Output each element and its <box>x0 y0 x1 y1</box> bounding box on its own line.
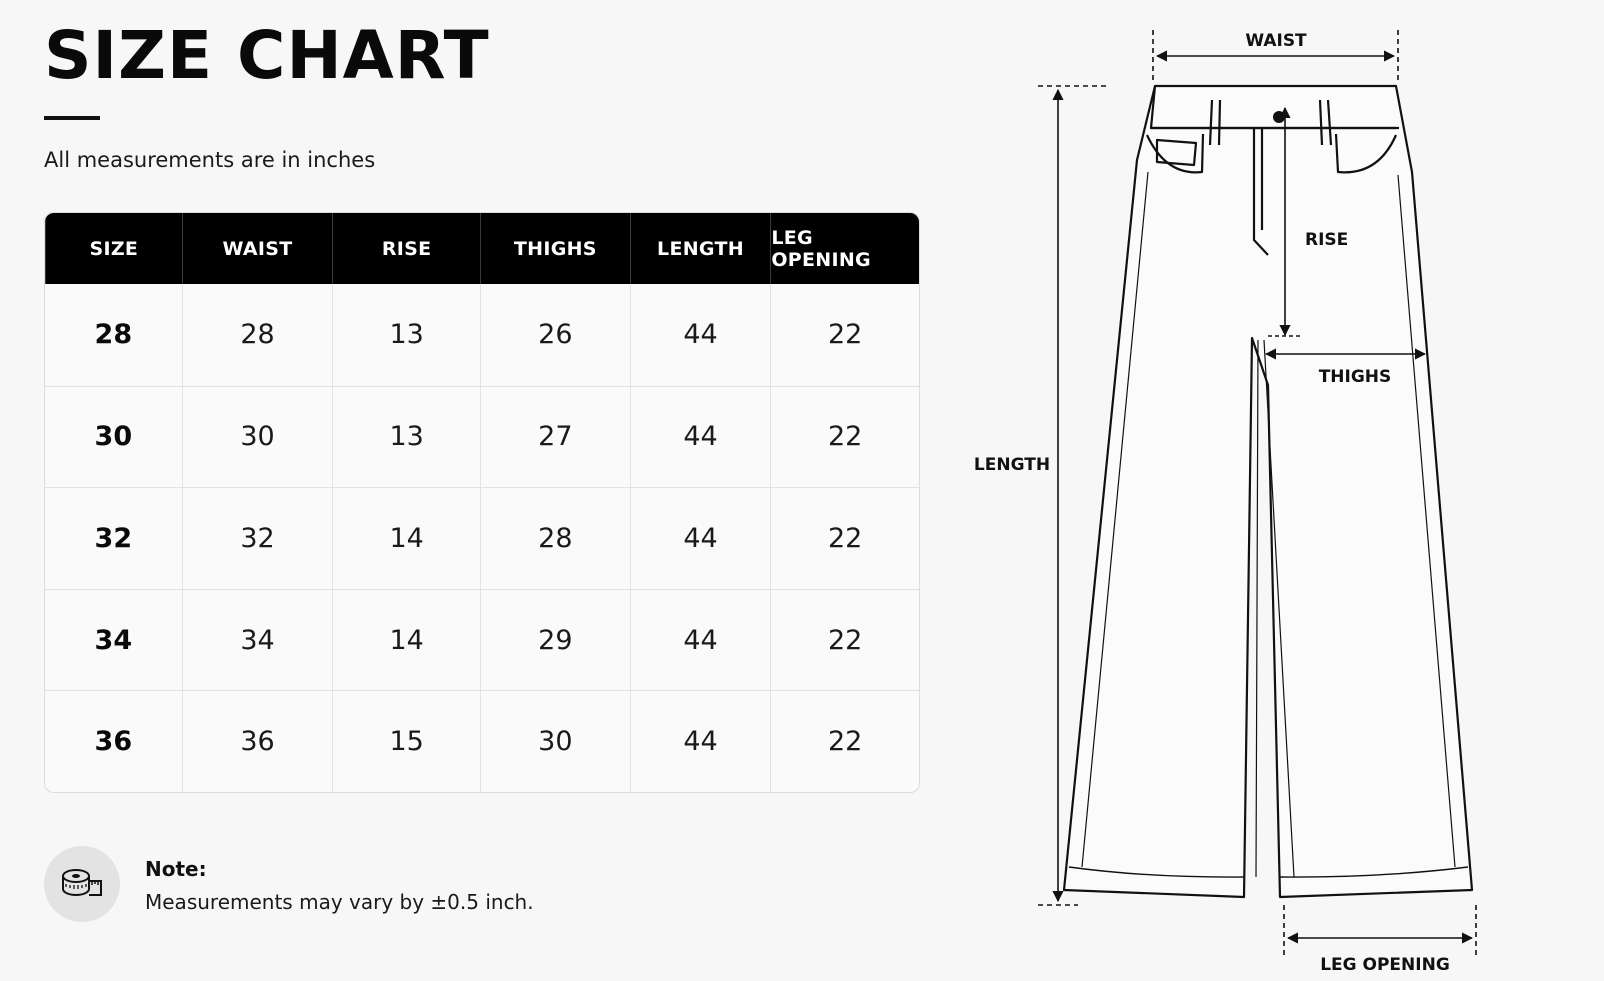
column-header: LEG OPENING <box>770 213 919 284</box>
title-underline <box>44 116 100 120</box>
table-cell: 22 <box>770 387 919 488</box>
table-body <box>45 284 919 792</box>
table-cell: 28 <box>480 488 630 589</box>
table-cell: 22 <box>770 488 919 589</box>
table-cell: 32 <box>94 522 133 554</box>
column-header: RISE <box>332 213 480 284</box>
table-cell: 22 <box>770 691 919 792</box>
note-text: Measurements may vary by ±0.5 inch. <box>145 890 534 914</box>
column-header: THIGHS <box>480 213 630 284</box>
table-cell: 34 <box>94 624 133 656</box>
table-cell: 13 <box>332 284 480 386</box>
rise-label: RISE <box>1305 230 1349 250</box>
jeans-outline <box>1064 86 1472 897</box>
table-cell: 44 <box>630 590 771 691</box>
size-table <box>44 212 920 793</box>
table-cell: 44 <box>630 691 771 792</box>
page-title: SIZE CHART <box>44 17 490 94</box>
table-cell: 30 <box>182 387 333 488</box>
column-header: LENGTH <box>630 213 771 284</box>
table-cell: 22 <box>770 284 919 386</box>
table-cell: 13 <box>332 387 480 488</box>
column-header: WAIST <box>182 213 333 284</box>
table-cell: 30 <box>94 421 133 453</box>
table-row <box>45 487 919 589</box>
units-subtitle: All measurements are in inches <box>44 148 376 172</box>
jeans-measurement-diagram <box>930 0 1604 981</box>
table-cell: 14 <box>332 590 480 691</box>
table-cell: 34 <box>182 590 333 691</box>
note-title: Note: <box>145 857 207 881</box>
thighs-label: THIGHS <box>1318 367 1392 387</box>
table-cell: 36 <box>94 726 133 758</box>
table-row <box>45 690 919 792</box>
table-row <box>45 386 919 488</box>
table-cell: 22 <box>770 590 919 691</box>
table-cell: 14 <box>332 488 480 589</box>
table-cell: 28 <box>182 284 333 386</box>
table-header-row <box>45 213 919 284</box>
table-cell: 44 <box>630 284 771 386</box>
column-header: SIZE <box>45 213 182 284</box>
table-cell: 32 <box>182 488 333 589</box>
waist-label: WAIST <box>1245 31 1307 51</box>
leg-opening-label: LEG OPENING <box>1320 955 1450 975</box>
measuring-tape-glyph <box>60 867 104 901</box>
table-row <box>45 589 919 691</box>
table-cell: 28 <box>94 319 133 351</box>
table-cell: 26 <box>480 284 630 386</box>
table-cell: 15 <box>332 691 480 792</box>
table-cell: 30 <box>480 691 630 792</box>
length-label: LENGTH <box>973 455 1051 475</box>
table-row <box>45 284 919 386</box>
button-rivet-icon <box>1273 111 1285 123</box>
table-cell: 27 <box>480 387 630 488</box>
table-cell: 44 <box>630 387 771 488</box>
table-cell: 29 <box>480 590 630 691</box>
measuring-tape-icon <box>44 846 120 922</box>
table-cell: 36 <box>182 691 333 792</box>
table-cell: 44 <box>630 488 771 589</box>
